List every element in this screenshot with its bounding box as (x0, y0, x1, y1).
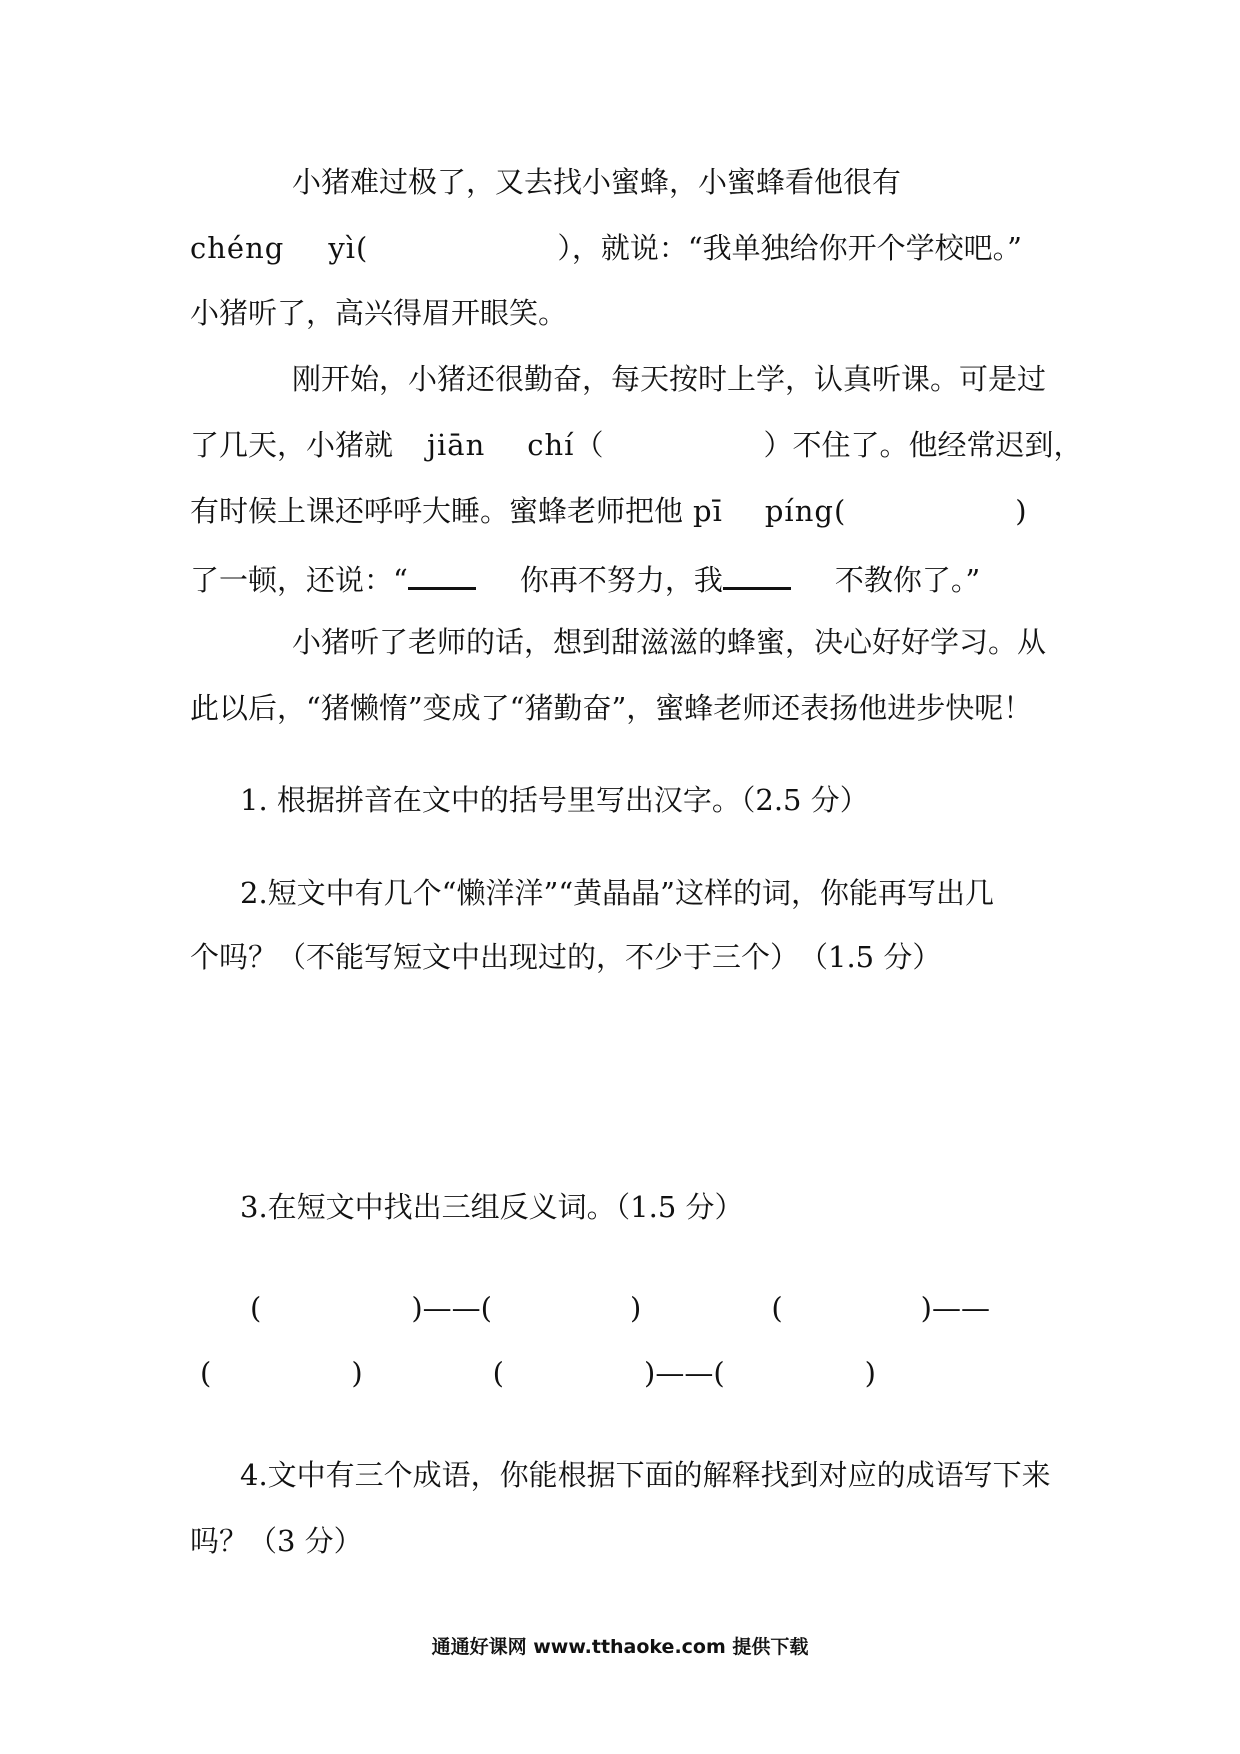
question-2-line2: 个吗？（不能写短文中出现过的，不少于三个） （1.5 分） (190, 940, 942, 974)
passage-p2-line2 (190, 425, 1083, 465)
antonym-dash: —— (931, 1291, 990, 1325)
open-paren: （ (574, 428, 604, 462)
pinyin-chi: chí (527, 428, 575, 462)
fill-blank-1[interactable] (408, 557, 476, 590)
passage-p2-line4-start: 了一顿，还说：“ (190, 563, 408, 597)
pinyin-cheng: chéng (190, 231, 285, 265)
passage-p1-line2 (190, 228, 1060, 268)
passage-p2-line3 (190, 491, 1060, 531)
question-2-line1: 2.短文中有几个“懒洋洋”“黄晶晶”这样的词，你能再写出几 (240, 876, 994, 910)
antonym-dash: —— (655, 1356, 714, 1390)
antonym-dash: —— (422, 1291, 481, 1325)
pinyin-pi: pī (693, 494, 723, 528)
open-paren: ( (356, 231, 368, 265)
question-3: 3.在短文中找出三组反义词。（1.5 分） (240, 1190, 744, 1224)
open-paren: ( (833, 494, 846, 528)
pinyin-ping: píng (764, 494, 834, 528)
paren-open: ( (250, 1291, 262, 1325)
passage-p1-line1: 小猪难过极了，又去找小蜜蜂，小蜜蜂看他很有 (292, 165, 902, 199)
passage-p2-line4-end: 不教你了。” (834, 563, 981, 597)
passage-p2-line2-start: 了几天，小猪就 (190, 428, 394, 462)
passage-p1-line2-rest: ），就说：“我单独给你开个学校吧。” (557, 231, 1022, 265)
passage-p2-line4 (190, 557, 1060, 600)
paren-close: ) (351, 1356, 363, 1390)
pinyin-jian: jiān (427, 428, 486, 462)
paren-close: ) (643, 1356, 656, 1390)
fill-blank-2[interactable] (723, 557, 791, 590)
passage-p2-line4-mid: 你再不努力，我 (519, 563, 723, 597)
passage-p2-line3-start: 有时候上课还呼呼大睡。蜜蜂老师把他 (190, 494, 684, 528)
close-paren: ) (1015, 494, 1027, 528)
passage-p2-line2-end: ）不住了。他经常迟到， (763, 428, 1083, 462)
passage-p3-line1: 小猪听了老师的话，想到甜滋滋的蜂蜜，决心好好学习。从 (292, 625, 1047, 659)
antonym-row-1 (250, 1288, 1120, 1328)
question-4-line2: 吗？（3 分） (190, 1524, 363, 1558)
pinyin-yi: yì (328, 231, 356, 265)
passage-p2-line1: 刚开始，小猪还很勤奋，每天按时上学，认真听课。可是过 (292, 362, 1047, 396)
paren-open: ( (480, 1291, 492, 1325)
question-1: 1. 根据拼音在文中的括号里写出汉字。（2.5 分） (240, 783, 869, 817)
paren-open: ( (771, 1291, 783, 1325)
paren-close: ) (629, 1291, 642, 1325)
antonym-row-2 (200, 1353, 1070, 1393)
paren-open: ( (713, 1356, 725, 1390)
paren-open: ( (492, 1356, 504, 1390)
footer-watermark: 通通好课网 www.tthaoke.com 提供下载 (431, 1636, 809, 1658)
question-4-line1: 4.文中有三个成语，你能根据下面的解释找到对应的成语写下来 (240, 1458, 1051, 1492)
paren-close: ) (864, 1356, 876, 1390)
paren-close: ) (920, 1291, 932, 1325)
passage-p1-line3: 小猪听了，高兴得眉开眼笑。 (190, 296, 568, 330)
paren-close: ) (411, 1291, 423, 1325)
passage-p3-line2: 此以后，“猪懒惰”变成了“猪勤奋”，蜜蜂老师还表扬他进步快呢！ (190, 691, 1033, 725)
paren-open: ( (200, 1356, 212, 1390)
